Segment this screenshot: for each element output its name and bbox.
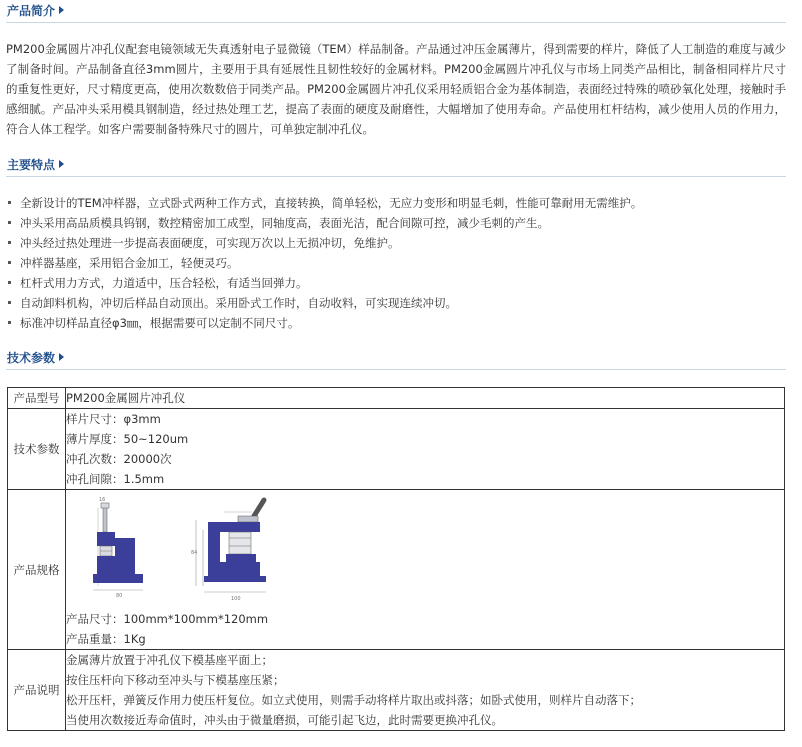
specs-title: 技术参数 [7,351,64,365]
svg-text:80: 80 [116,593,123,599]
list-item: 冲样器基座，采用铝合金加工，轻便灵巧。 [6,253,786,273]
spec-table [7,387,785,731]
punch-drawing-svg [66,490,766,609]
svg-text:16: 16 [99,497,106,503]
size-line: 产品尺寸：100mm*100mm*120mm [66,612,269,626]
table-row [8,388,785,409]
param-line: 冲孔间隙：1.5mm [66,472,165,486]
list-item: 冲头采用高品质模具钨钢，数控精密加工成型，同轴度高，表面光洁，配合间隙可控，减少毛刺的产生。 [6,213,786,233]
table-row [8,409,785,490]
bullet-icon [8,321,11,324]
list-item: 杠杆式用力方式，力道适中，压合轻松，有适当回弹力。 [6,273,786,293]
triangle-right-icon [59,353,64,361]
features-list [6,193,786,333]
triangle-right-icon [59,6,64,14]
usage-line: 按住压杆向下移动至冲头与下模基座压紧； [66,673,285,687]
model-value: PM200金属圆片冲孔仪 [66,391,186,405]
row-label: 产品说明 [8,650,66,731]
row-value [66,388,785,409]
param-line: 薄片厚度：50~120um [66,432,189,446]
param-line: 冲孔次数：20000次 [66,452,172,466]
row-value [66,409,785,490]
table-row [8,490,785,650]
intro-title: 产品简介 [7,4,64,18]
row-value [66,490,785,650]
intro-paragraph: PM200金属圆片冲孔仪配套电镜领域无失真透射电子显微镜（TEM）样品制备。产品通过冲压金属薄片，得到需要的样片，降低了人工制造的难度与减少了制备时间。产品制备直径3mm圆片，主要用于具有延展性且韧性较好的金属材料。PM200金属圆片冲孔仪与市场上同类产品相比，制备相同样片尺寸的重复性更好，尺寸精度更高，使用次数数倍于同类产品。PM200金属圆片冲孔仪采用轻质铝合金为基体制造，表面经过特殊的喷砂氧化处理，接触时手感细腻。产品冲头采用模具钢制造，经过热处理工艺，提高了表面的硬度及耐磨性，大幅增加了使用寿命。产品使用杠杆结构，减少使用人员的作用力，符合人体工程学。如客户需要制备特殊尺寸的圆片，可单独定制冲孔仪。 [6,42,786,136]
weight-line: 产品重量：1Kg [66,632,146,646]
bullet-icon [8,201,11,204]
param-line: 样片尺寸：φ3mm [66,412,161,426]
list-item: 全新设计的TEM冲样器，立式卧式两种工作方式，直接转换，简单轻松，无应力变形和明显毛刺，性能可靠耐用无需维护。 [6,193,786,213]
intro-section-header [6,2,786,23]
svg-text:100: 100 [231,596,241,602]
row-label: 技术参数 [8,409,66,490]
bullet-icon [8,221,11,224]
table-row [8,650,785,731]
side-view-drawing [191,500,266,602]
list-item: 自动卸料机构，冲切后样品自动顶出。采用卧式工作时，自动收料，可实现连续冲切。 [6,293,786,313]
features-title: 主要特点 [7,158,64,172]
specs-section-header [6,349,786,370]
features-section-header [6,156,786,177]
bullet-icon [8,241,11,244]
svg-text:84: 84 [191,550,198,556]
product-drawings [66,490,784,609]
usage-line: 松开压杆，弹簧反作用力使压杆复位。如立式使用，则需手动将样片取出或抖落；如卧式使用，则样片自动落下； [66,693,641,707]
bullet-icon [8,301,11,304]
list-item: 标准冲切样品直径φ3㎜，根据需要可以定制不同尺寸。 [6,313,786,333]
bullet-icon [8,261,11,264]
list-item: 冲头经过热处理进一步提高表面硬度，可实现万次以上无损冲切，免维护。 [6,233,786,253]
triangle-right-icon [59,160,64,168]
usage-line: 当使用次数接近寿命值时，冲头由于微量磨损，可能引起飞边，此时需要更换冲孔仪。 [66,713,503,727]
usage-line: 金属薄片放置于冲孔仪下模基座平面上； [66,653,273,667]
front-view-drawing [93,497,143,599]
row-value [66,650,785,731]
bullet-icon [8,281,11,284]
row-label: 产品型号 [8,388,66,409]
row-label: 产品规格 [8,490,66,650]
